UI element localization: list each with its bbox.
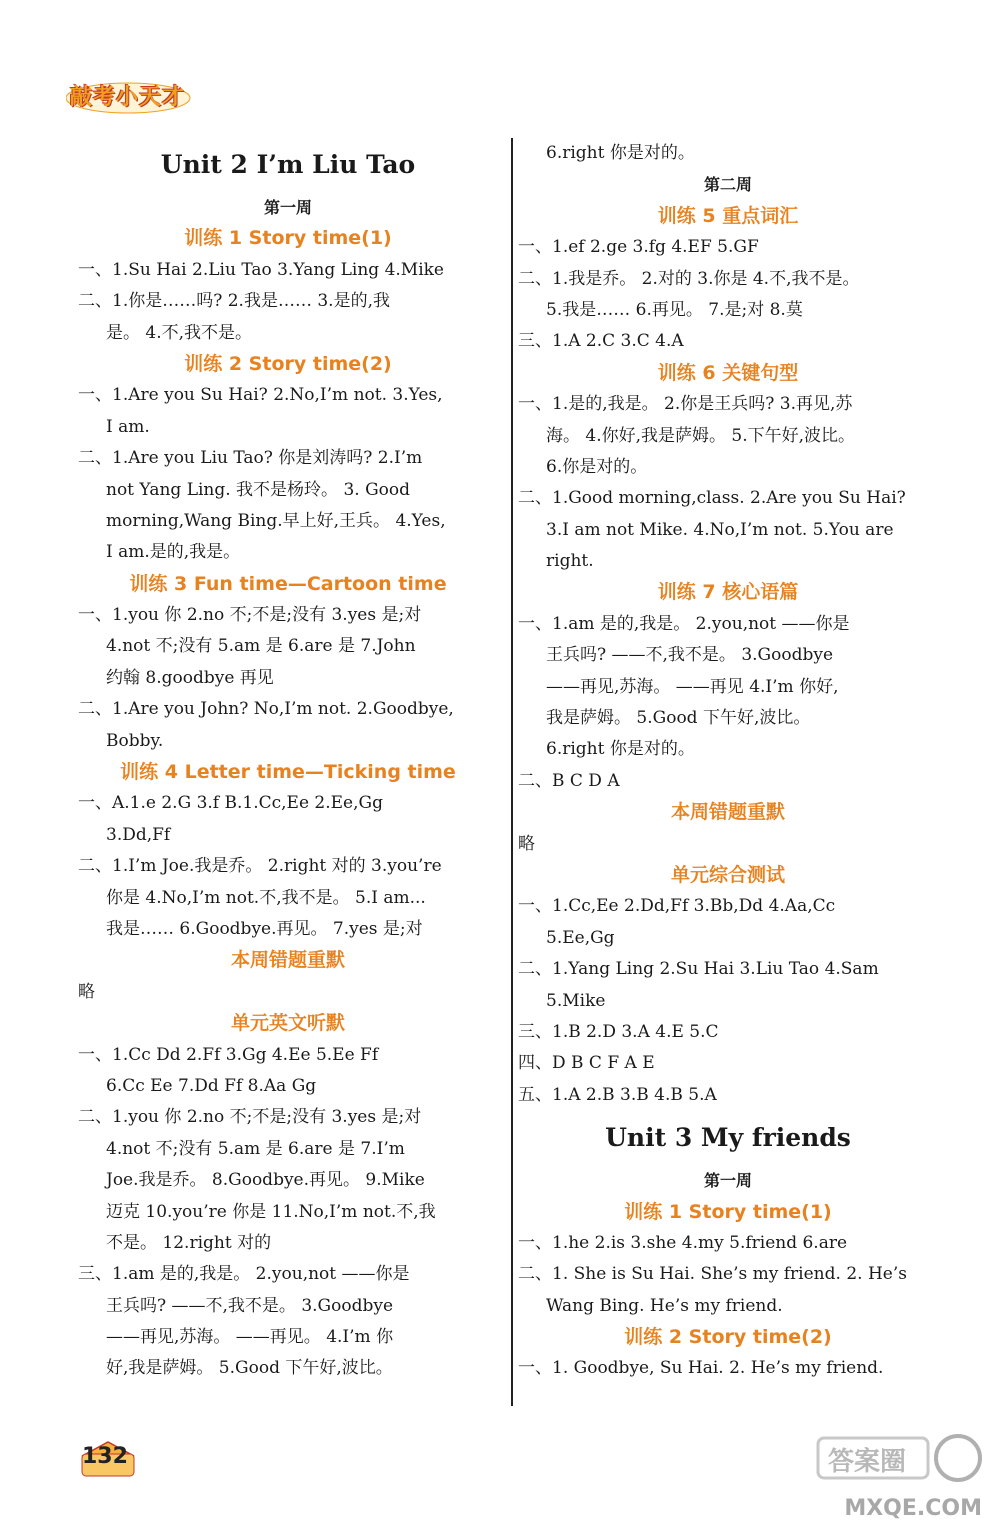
section-heading: 训练 4 Letter time—Ticking time xyxy=(120,761,456,784)
column-divider xyxy=(511,138,513,1406)
answer-line: 略 xyxy=(518,833,535,854)
answer-line: 一、1.是的,我是。 2.你是王兵吗? 3.再见,苏 xyxy=(518,394,853,415)
answer-line-continued: I am. xyxy=(106,416,150,437)
answer-line: 一、1.Are you Su Hai? 2.No,I’m not. 3.Yes, xyxy=(78,385,443,406)
section-heading: 训练 2 Story time(2) xyxy=(184,352,392,375)
answer-line: 一、1.ef 2.ge 3.fg 4.EF 5.GF xyxy=(518,237,759,258)
answer-line-continued: 你是 4.No,I’m not.不,我不是。 5.I am... xyxy=(106,887,426,908)
answer-line: 四、D B C F A E xyxy=(518,1053,655,1074)
answer-line: 一、1.Su Hai 2.Liu Tao 3.Yang Ling 4.Mike xyxy=(78,259,444,280)
answer-line: 一、1. Goodbye, Su Hai. 2. He’s my friend. xyxy=(518,1358,884,1379)
section-heading: 训练 5 重点词汇 xyxy=(657,204,799,227)
unit-title: Unit 2 I’m Liu Tao xyxy=(160,150,416,179)
answer-line-continued: 不是。 12.right 对的 xyxy=(106,1232,272,1253)
answer-line: 二、B C D A xyxy=(518,770,620,791)
answer-line-continued: 5.Ee,Gg xyxy=(546,927,615,948)
answer-line-continued: 好,我是萨姆。 5.Good 下午好,波比。 xyxy=(106,1358,393,1379)
answer-line: 二、1.你是……吗? 2.我是…… 3.是的,我 xyxy=(78,291,390,312)
answer-line-continued: 是。 4.不,我不是。 xyxy=(106,322,253,343)
unit-title: Unit 3 My friends xyxy=(605,1123,851,1153)
answer-line: 二、1.我是乔。 2.对的 3.你是 4.不,我不是。 xyxy=(518,268,860,289)
answer-line: 二、1.Yang Ling 2.Su Hai 3.Liu Tao 4.Sam xyxy=(518,959,879,980)
watermark-text: MXQE.COM xyxy=(844,1496,982,1521)
answer-line-continued: 迈克 10.you’re 你是 11.No,I’m not.不,我 xyxy=(106,1201,436,1222)
answer-line: 二、1.Are you Liu Tao? 你是刘涛吗? 2.I’m xyxy=(78,448,423,469)
answer-line-continued: 5.我是…… 6.再见。 7.是;对 8.莫 xyxy=(546,299,803,320)
left-column xyxy=(78,138,498,1385)
watermark-label: 答案圈 xyxy=(828,1447,907,1477)
week-label: 第一周 xyxy=(703,1171,752,1191)
answer-line: 三、1.A 2.C 3.C 4.A xyxy=(518,331,684,352)
answer-line-continued: 4.not 不;没有 5.am 是 6.are 是 7.I’m xyxy=(106,1138,405,1159)
section-heading: 训练 3 Fun time—Cartoon time xyxy=(129,572,447,595)
answer-line-continued: 我是萨姆。 5.Good 下午好,波比。 xyxy=(546,708,811,729)
page-number: 132 xyxy=(82,1444,128,1469)
answer-line-continued: not Yang Ling. 我不是杨玲。 3. Good xyxy=(106,479,411,500)
answer-line-continued: right. xyxy=(546,551,594,572)
right-column xyxy=(518,138,938,1385)
answer-line: 二、1.you 你 2.no 不;不是;没有 3.yes 是;对 xyxy=(78,1107,422,1128)
answer-line-continued: 王兵吗? ——不,我不是。 3.Goodbye xyxy=(546,645,834,666)
answer-line-continued: 王兵吗? ——不,我不是。 3.Goodbye xyxy=(106,1295,394,1316)
answer-line: 一、1.Cc,Ee 2.Dd,Ff 3.Bb,Dd 4.Aa,Cc xyxy=(518,896,836,917)
answer-line: 二、1.Are you John? No,I’m not. 2.Goodbye, xyxy=(78,699,454,720)
section-heading: 训练 1 Story time(1) xyxy=(624,1200,832,1223)
answer-line-continued: Joe.我是乔。 8.Goodbye.再见。 9.Mike xyxy=(106,1170,425,1191)
section-heading: 训练 1 Story time(1) xyxy=(184,227,392,250)
section-heading: 本周错题重默 xyxy=(670,801,785,824)
answer-line: 二、1. She is Su Hai. She’s my friend. 2. He’s xyxy=(518,1264,907,1285)
answer-line-continued: 6.Cc Ee 7.Dd Ff 8.Aa Gg xyxy=(106,1075,317,1096)
week-label: 第二周 xyxy=(703,175,752,195)
answer-line: 一、1.Cc Dd 2.Ff 3.Gg 4.Ee 5.Ee Ff xyxy=(78,1044,379,1065)
answer-line-continued: morning,Wang Bing.早上好,王兵。 4.Yes, xyxy=(106,510,446,531)
week-label: 第一周 xyxy=(263,198,312,217)
answer-line-continued: 6.right 你是对的。 xyxy=(546,739,695,760)
answer-line-continued: 海。 4.你好,我是萨姆。 5.下午好,波比。 xyxy=(546,425,856,446)
answer-line-continued: I am.是的,我是。 xyxy=(106,542,241,563)
answer-line-continued: ——再见,苏海。 ——再见。 4.I’m 你 xyxy=(106,1327,394,1348)
answer-line-continued: ——再见,苏海。 ——再见 4.I’m 你好, xyxy=(546,676,839,697)
answer-line: 二、1.Good morning,class. 2.Are you Su Hai? xyxy=(518,488,906,509)
section-heading: 单元综合测试 xyxy=(670,863,785,886)
answer-line-continued: 3.I am not Mike. 4.No,I’m not. 5.You are xyxy=(546,519,894,540)
answer-line: 二、1.I’m Joe.我是乔。 2.right 对的 3.you’re xyxy=(78,856,442,877)
section-heading: 训练 7 核心语篇 xyxy=(657,581,799,604)
answer-line-continued: 5.Mike xyxy=(546,990,606,1011)
answer-line: 三、1.B 2.D 3.A 4.E 5.C xyxy=(518,1021,719,1042)
answer-line: 一、1.am 是的,我是。 2.you,not ——你是 xyxy=(518,613,850,634)
section-heading: 单元英文听默 xyxy=(230,1012,345,1035)
answer-line: 略 xyxy=(78,981,95,1002)
answer-line: 三、1.am 是的,我是。 2.you,not ——你是 xyxy=(78,1264,410,1285)
answer-line-continued: 6.right 你是对的。 xyxy=(546,143,695,163)
answer-line: 一、1.you 你 2.no 不;不是;没有 3.yes 是;对 xyxy=(78,605,422,626)
section-heading: 训练 2 Story time(2) xyxy=(624,1326,832,1349)
section-heading: 训练 6 关键句型 xyxy=(657,361,799,384)
answer-line-continued: Bobby. xyxy=(106,730,164,751)
section-heading: 本周错题重默 xyxy=(230,949,345,972)
answer-line-continued: 约翰 8.goodbye 再见 xyxy=(106,667,274,688)
answer-line: 一、A.1.e 2.G 3.f B.1.Cc,Ee 2.Ee,Gg xyxy=(78,793,383,814)
answer-line-continued: 4.not 不;没有 5.am 是 6.are 是 7.John xyxy=(106,636,416,657)
brand-logo-text: 敲考小天才 xyxy=(70,85,186,110)
answer-line: 五、1.A 2.B 3.B 4.B 5.A xyxy=(518,1084,717,1105)
answer-line-continued: 我是…… 6.Goodbye.再见。 7.yes 是;对 xyxy=(106,918,423,939)
answer-line-continued: 6.你是对的。 xyxy=(546,456,648,477)
answer-line-continued: 3.Dd,Ff xyxy=(106,824,171,845)
answer-line: 一、1.he 2.is 3.she 4.my 5.friend 6.are xyxy=(518,1232,848,1253)
answer-line-continued: Wang Bing. He’s my friend. xyxy=(546,1295,783,1316)
